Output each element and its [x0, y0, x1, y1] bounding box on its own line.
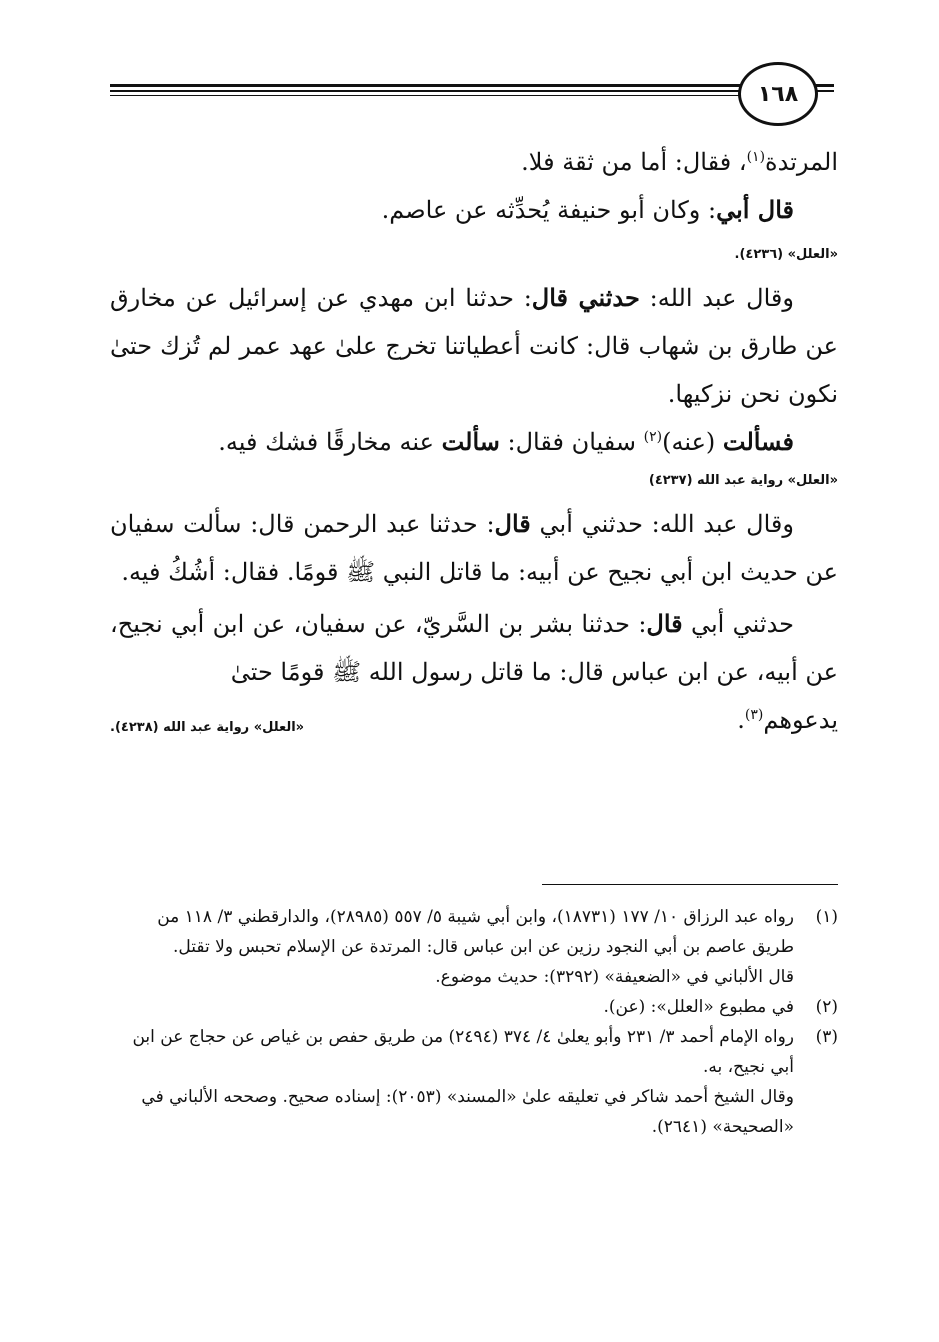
- header-rule: [110, 90, 742, 92]
- footnotes: [110, 902, 838, 1142]
- paragraph: وقال عبد الله: حدثني قال: حدثنا ابن مهدي عن إسرائيل عن مخارق عن طارق بن شهاب قال: كانت أعطياتنا تخرج علىٰ عهد عمر لم تُزك حتىٰ نكون نحن نزكيها.: [110, 283, 838, 408]
- page-header: [110, 62, 832, 124]
- footnote: (٢) في مطبوع «العلل»: (عن).: [110, 992, 838, 1022]
- paragraph: المرتدة$^{(١)}$، فقال: أما من ثقة فلا.: [521, 148, 838, 176]
- page-number: ١٦٨: [738, 62, 818, 126]
- footnote-number: (٢): [815, 997, 838, 1017]
- paragraph: حدثني أبي قال: حدثنا بشر بن السَّريّ، عن سفيان، عن ابن أبي نجيح، عن أبيه، عن ابن عباس قال: ما قاتل رسول الله ﷺ قومًا حتىٰ: [110, 609, 838, 686]
- header-rule: [110, 84, 742, 87]
- footnote: (٣) رواه الإمام أحمد ٣/ ٢٣١ وأبو يعلىٰ ٤/ ٣٧٤ (٢٤٩٤) من طريق حفص بن غياص عن حجاج عن ابن أبي نجيح، به. وقال الشيخ أحمد شاكر في تعليقه علىٰ «المسند» (٢٠٥٣): إسناده صحيح. وصححه الألباني في «الصحيحة» (٢٦٤١).: [110, 1022, 838, 1142]
- paragraph: فسألت (عنه)$^{(٢)}$ سفيان فقال: سألت عنه مخارقًا فشك فيه.: [218, 427, 794, 456]
- footnote-ref: (٣): [744, 707, 764, 723]
- source-citation: «العلل» رواية عبد الله (٤٢٣٨).: [110, 720, 305, 735]
- footnote-ref: (١): [746, 149, 766, 165]
- paragraph-last-line: يدعوهم$^{(٣)}$. «العلل» رواية عبد الله (٤٢٣٨).: [110, 696, 838, 744]
- main-text: [110, 138, 838, 744]
- footnote-separator: [542, 884, 838, 885]
- footnote-number: (١): [815, 907, 838, 927]
- header-rule: [110, 95, 742, 96]
- source-citation: «العلل» رواية عبد الله (٤٢٣٧): [648, 473, 838, 488]
- footnote-number: (٣): [815, 1027, 838, 1047]
- paragraph: وقال عبد الله: حدثني أبي قال: حدثنا عبد الرحمن قال: سألت سفيان عن حديث ابن أبي نجيح عن أبيه: ما قاتل النبي ﷺ قومًا. فقال: أشُكُ فيه.: [110, 509, 838, 586]
- footnote-ref: (٢): [643, 429, 663, 445]
- paragraph: قال أبي: وكان أبو حنيفة يُحدِّثه عن عاصم.: [381, 195, 794, 224]
- source-citation: «العلل» (٤٢٣٦).: [734, 247, 838, 262]
- footnote: (١) رواه عبد الرزاق ١٠/ ١٧٧ (١٨٧٣١)، وابن أبي شيبة ٥/ ٥٥٧ (٢٨٩٨٥)، والدارقطني ٣/ ١١٨ من طريق عاصم بن أبي النجود رزين عن ابن عباس قال: المرتدة عن الإسلام تحبس ولا تقتل. قال الألباني في «الضعيفة» (٣٢٩٢): حديث موضوع.: [110, 902, 838, 992]
